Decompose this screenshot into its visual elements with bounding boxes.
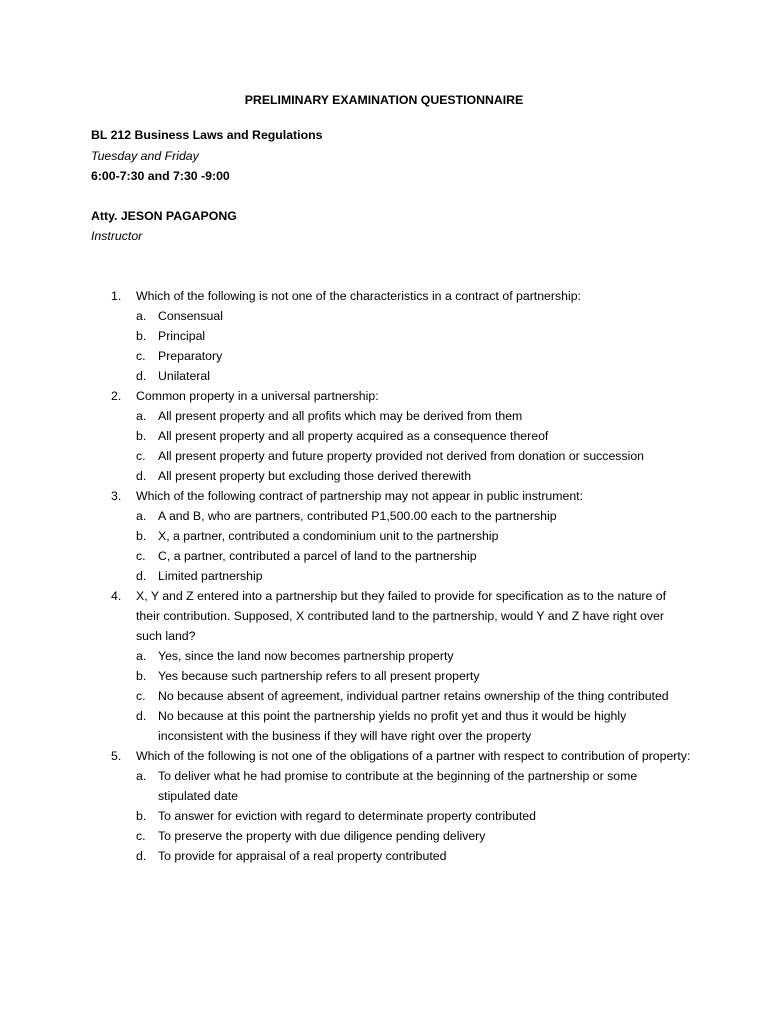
answer-option bbox=[136, 566, 691, 586]
option-text: No because at this point the partnership yields no profit yet and thus it would be highly inconsistent with the business if they will have right over the property bbox=[158, 709, 627, 743]
option-text: Limited partnership bbox=[158, 569, 263, 583]
answer-option bbox=[136, 506, 691, 526]
option-list bbox=[136, 506, 691, 586]
option-letter: d. bbox=[136, 569, 147, 583]
schedule-time: 6:00-7:30 and 7:30 -9:00 bbox=[91, 169, 230, 183]
option-letter: c. bbox=[136, 829, 146, 843]
option-letter: b. bbox=[136, 429, 147, 443]
answer-option bbox=[136, 366, 691, 386]
option-text: To preserve the property with due diligence pending delivery bbox=[158, 829, 486, 843]
option-text: To answer for eviction with regard to determinate property contributed bbox=[158, 809, 536, 823]
answer-option bbox=[136, 766, 691, 806]
answer-option bbox=[136, 686, 691, 706]
schedule-days: Tuesday and Friday bbox=[91, 149, 199, 163]
option-letter: b. bbox=[136, 669, 147, 683]
option-letter: a. bbox=[136, 309, 147, 323]
option-letter: a. bbox=[136, 509, 147, 523]
option-text: No because absent of agreement, individual partner retains ownership of the thing contributed bbox=[158, 689, 669, 703]
answer-option bbox=[136, 326, 691, 346]
option-letter: a. bbox=[136, 409, 147, 423]
option-text: All present property but excluding those derived therewith bbox=[158, 469, 472, 483]
question-number: 2. bbox=[111, 389, 122, 403]
option-letter: d. bbox=[136, 469, 147, 483]
option-letter: d. bbox=[136, 369, 147, 383]
answer-option bbox=[136, 346, 691, 366]
option-text: All present property and all property acquired as a consequence thereof bbox=[158, 429, 549, 443]
option-letter: d. bbox=[136, 709, 147, 723]
option-text: To provide for appraisal of a real property contributed bbox=[158, 849, 447, 863]
question-item bbox=[91, 386, 691, 486]
option-text: All present property and future property provided not derived from donation or succession bbox=[158, 449, 644, 463]
answer-option bbox=[136, 306, 691, 326]
answer-option bbox=[136, 806, 691, 826]
answer-option bbox=[136, 826, 691, 846]
option-list bbox=[136, 646, 691, 746]
option-text: Consensual bbox=[158, 309, 223, 323]
answer-option bbox=[136, 546, 691, 566]
page-title: PRELIMINARY EXAMINATION QUESTIONNAIRE bbox=[244, 93, 524, 107]
answer-option bbox=[136, 706, 691, 746]
option-text: Unilateral bbox=[158, 369, 210, 383]
option-letter: d. bbox=[136, 849, 147, 863]
option-text: To deliver what he had promise to contribute at the beginning of the partnership or some stipulated date bbox=[158, 769, 638, 803]
option-text: Preparatory bbox=[158, 349, 223, 363]
option-text: X, a partner, contributed a condominium unit to the partnership bbox=[158, 529, 499, 543]
question-item bbox=[91, 486, 691, 586]
question-text: Which of the following contract of partnership may not appear in public instrument: bbox=[136, 489, 584, 503]
answer-option bbox=[136, 666, 691, 686]
question-item bbox=[91, 286, 691, 386]
option-letter: c. bbox=[136, 349, 146, 363]
answer-option bbox=[136, 846, 691, 866]
option-list bbox=[136, 306, 691, 386]
option-letter: c. bbox=[136, 689, 146, 703]
answer-option bbox=[136, 526, 691, 546]
course-title: BL 212 Business Laws and Regulations bbox=[91, 128, 323, 142]
option-list bbox=[136, 406, 691, 486]
option-text: All present property and all profits which may be derived from them bbox=[158, 409, 523, 423]
option-letter: b. bbox=[136, 809, 147, 823]
question-list bbox=[91, 286, 691, 866]
option-letter: c. bbox=[136, 549, 146, 563]
option-letter: a. bbox=[136, 649, 147, 663]
answer-option bbox=[136, 446, 691, 466]
option-text: Principal bbox=[158, 329, 206, 343]
question-number: 4. bbox=[111, 589, 122, 603]
option-text: Yes because such partnership refers to all present property bbox=[158, 669, 480, 683]
answer-option bbox=[136, 466, 691, 486]
option-text: A and B, who are partners, contributed P1,500.00 each to the partnership bbox=[158, 509, 557, 523]
option-text: Yes, since the land now becomes partnership property bbox=[158, 649, 454, 663]
question-number: 3. bbox=[111, 489, 122, 503]
instructor-name: Atty. JESON PAGAPONG bbox=[91, 209, 237, 223]
question-text: X, Y and Z entered into a partnership but they failed to provide for specification as to the nature of their contribution. Supposed, X contributed land to the partnership, would Y and Z have right over such land? bbox=[136, 589, 667, 643]
option-letter: c. bbox=[136, 449, 146, 463]
answer-option bbox=[136, 406, 691, 426]
answer-option bbox=[136, 646, 691, 666]
question-item bbox=[91, 586, 691, 746]
option-letter: a. bbox=[136, 769, 147, 783]
question-item bbox=[91, 746, 691, 866]
answer-option bbox=[136, 426, 691, 446]
question-number: 1. bbox=[111, 289, 122, 303]
question-number: 5. bbox=[111, 749, 122, 763]
instructor-role: Instructor bbox=[91, 229, 143, 243]
option-text: C, a partner, contributed a parcel of land to the partnership bbox=[158, 549, 477, 563]
option-list bbox=[136, 766, 691, 866]
option-letter: b. bbox=[136, 329, 147, 343]
option-letter: b. bbox=[136, 529, 147, 543]
question-text: Common property in a universal partnership: bbox=[136, 389, 379, 403]
question-text: Which of the following is not one of the obligations of a partner with respect to contribution of property: bbox=[136, 749, 691, 763]
question-text: Which of the following is not one of the characteristics in a contract of partnership: bbox=[136, 289, 581, 303]
